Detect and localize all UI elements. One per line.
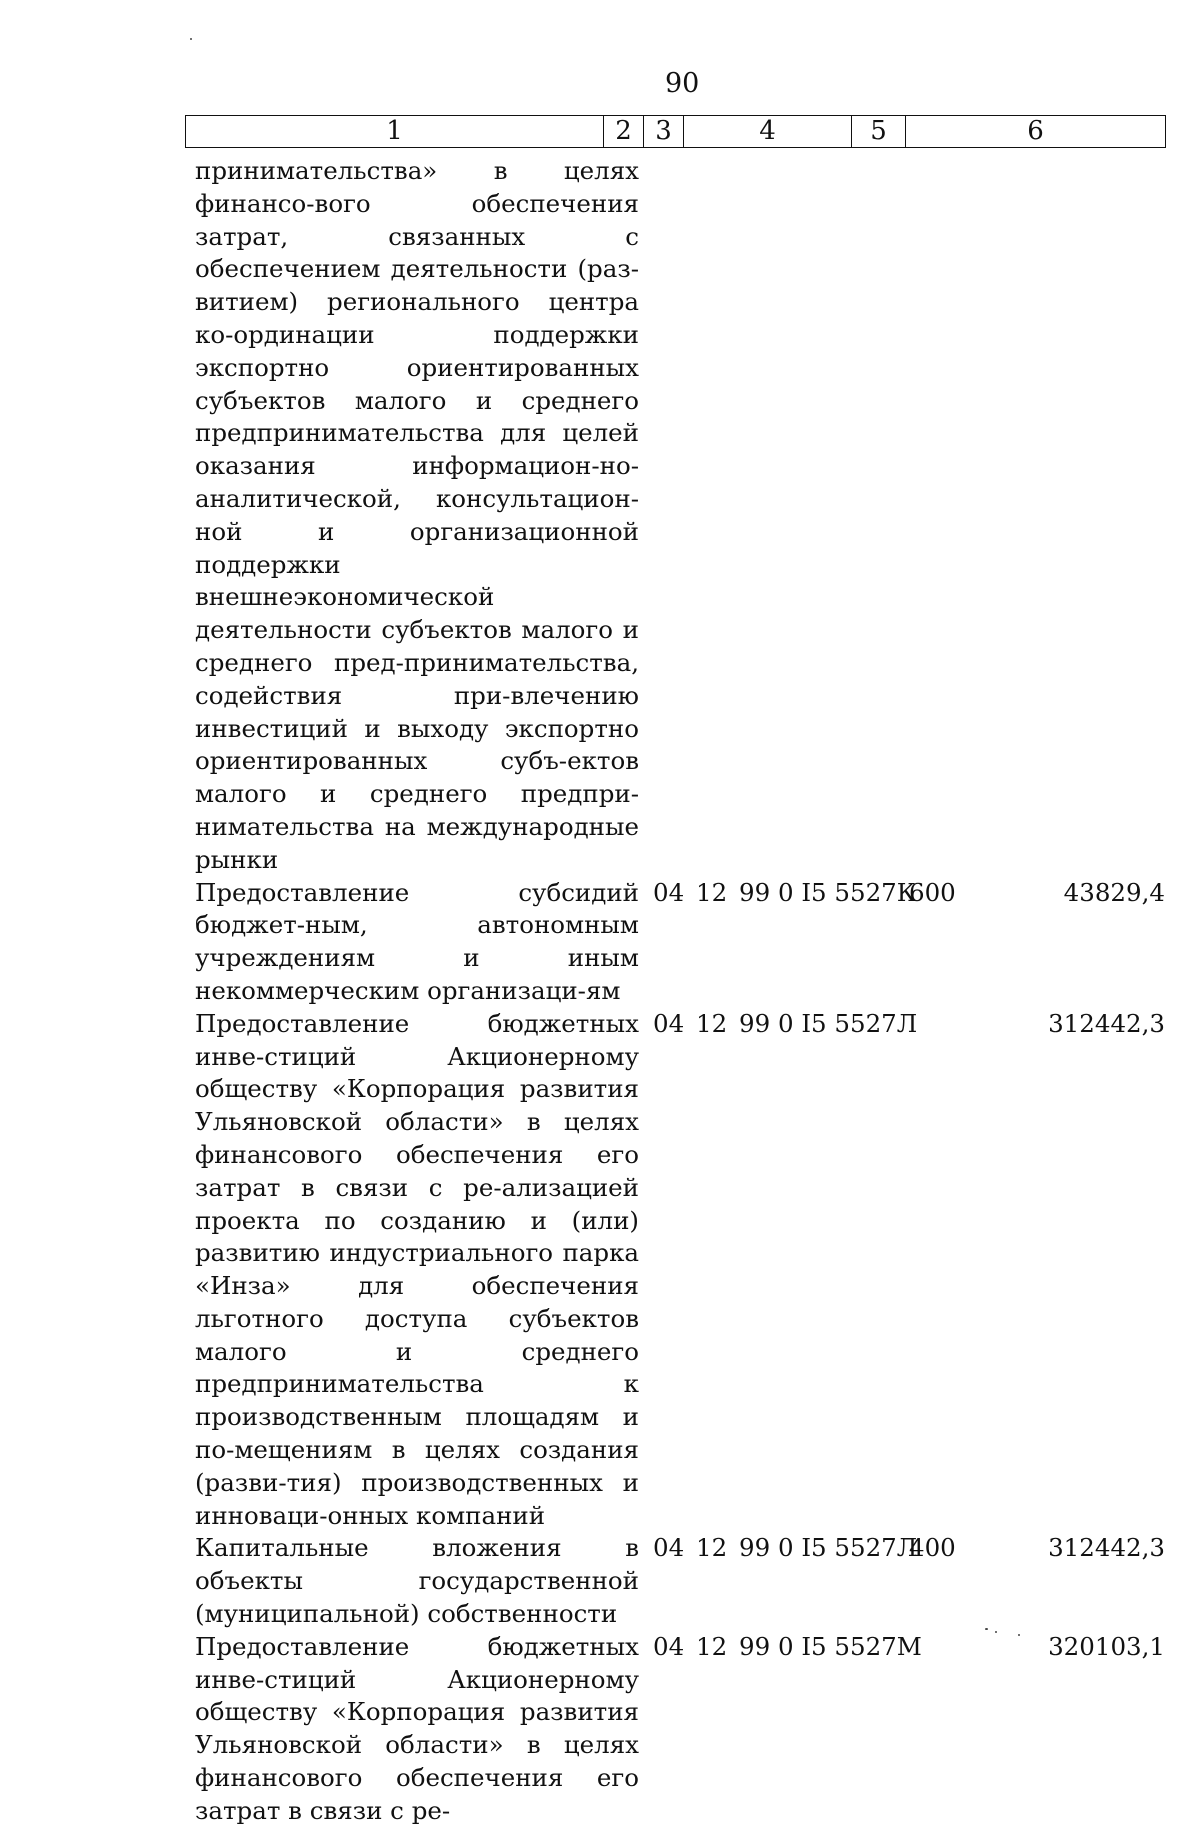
row-code-section: 04 xyxy=(653,1008,685,1038)
row-description: Предоставление субсидий бюджет-ным, автономным учреждениям и иным некоммерческим организаци-ям xyxy=(195,877,639,1005)
budget-table-body xyxy=(195,155,1165,1828)
column-header-2: 2 xyxy=(604,116,644,148)
row-amount: 312442,3 xyxy=(1048,1008,1165,1038)
row-amount: 312442,3 xyxy=(1048,1533,1165,1563)
scan-speck xyxy=(985,1628,988,1630)
row-code-expense-type xyxy=(909,1631,989,1664)
scan-speck xyxy=(995,1631,997,1633)
row-code-section: 04 xyxy=(653,877,685,907)
row-description: Капитальные вложения в объекты государственной (муниципальной) собственности xyxy=(195,1533,639,1629)
row-code-subsection: 12 xyxy=(696,1533,728,1563)
row-description: принимательства» в целях финансо-вого обеспечения затрат, связанных с обеспечением деятельности (раз-витием) регионального центра ко-ординации поддержки экспортно ориентированных субъектов малого и среднего предпринимательства для целей оказания информацион-но-аналитической, консультацион-ной и организационной поддержки внешнеэкономической деятельности субъектов малого и среднего пред-принимательства, содействия при-влечению инвестиций и выходу экспортно ориентированных субъ-ектов малого и среднего предпри-нимательства на международные рынки xyxy=(195,156,639,874)
row-code-target: 99 0 I5 5527Л xyxy=(739,1533,918,1563)
row-description: Предоставление бюджетных инве-стиций Акционерному обществу «Корпорация развития Ульяновской области» в целях финансового обеспечения его затрат в связи с ре-ализацией проекта по созданию и (или) развитию индустриального парка «Инза» для обеспечения льготного доступа субъектов малого и среднего предпринимательства к производственным площадям и по-мещениям в целях создания (разви-тия) производственных и инноваци-онных компаний xyxy=(195,1008,639,1530)
row-code-target: 99 0 I5 5527М xyxy=(739,1631,922,1661)
row-code-section: 04 xyxy=(653,1533,685,1563)
row-code-subsection: 12 xyxy=(696,1631,728,1661)
row-codes xyxy=(639,877,1165,910)
table-row xyxy=(195,1532,1165,1630)
scan-speck xyxy=(1018,1634,1020,1636)
row-code-expense-type: 600 xyxy=(909,877,956,907)
table-row xyxy=(195,877,1165,1008)
table-row xyxy=(195,155,1165,877)
row-code-expense-type: 400 xyxy=(909,1533,956,1563)
row-code-subsection: 12 xyxy=(696,877,728,907)
column-header-row xyxy=(186,116,1166,148)
row-amount: 320103,1 xyxy=(1048,1631,1165,1661)
row-code-subsection: 12 xyxy=(696,1008,728,1038)
row-code-target: 99 0 I5 5527Л xyxy=(739,1008,918,1038)
row-amount: 43829,4 xyxy=(1063,877,1165,907)
page-number: 90 xyxy=(665,68,700,99)
column-header-4: 4 xyxy=(684,116,852,148)
row-description: Предоставление бюджетных инве-стиций Акционерному обществу «Корпорация развития Ульяновской области» в целях финансового обеспечения его затрат в связи с ре- xyxy=(195,1631,639,1825)
column-header-3: 3 xyxy=(644,116,684,148)
row-codes xyxy=(639,1631,1165,1664)
row-codes xyxy=(639,1008,1165,1041)
row-code-target: 99 0 I5 5527К xyxy=(739,877,916,907)
row-code-section: 04 xyxy=(653,1631,685,1661)
scan-speck xyxy=(190,38,192,40)
row-code-expense-type xyxy=(909,1008,989,1041)
column-header-5: 5 xyxy=(852,116,906,148)
table-row xyxy=(195,1631,1165,1828)
row-codes xyxy=(639,1532,1165,1565)
column-header-6: 6 xyxy=(906,116,1166,148)
column-header-1: 1 xyxy=(186,116,604,148)
column-header-table xyxy=(185,115,1166,148)
table-row xyxy=(195,1008,1165,1533)
